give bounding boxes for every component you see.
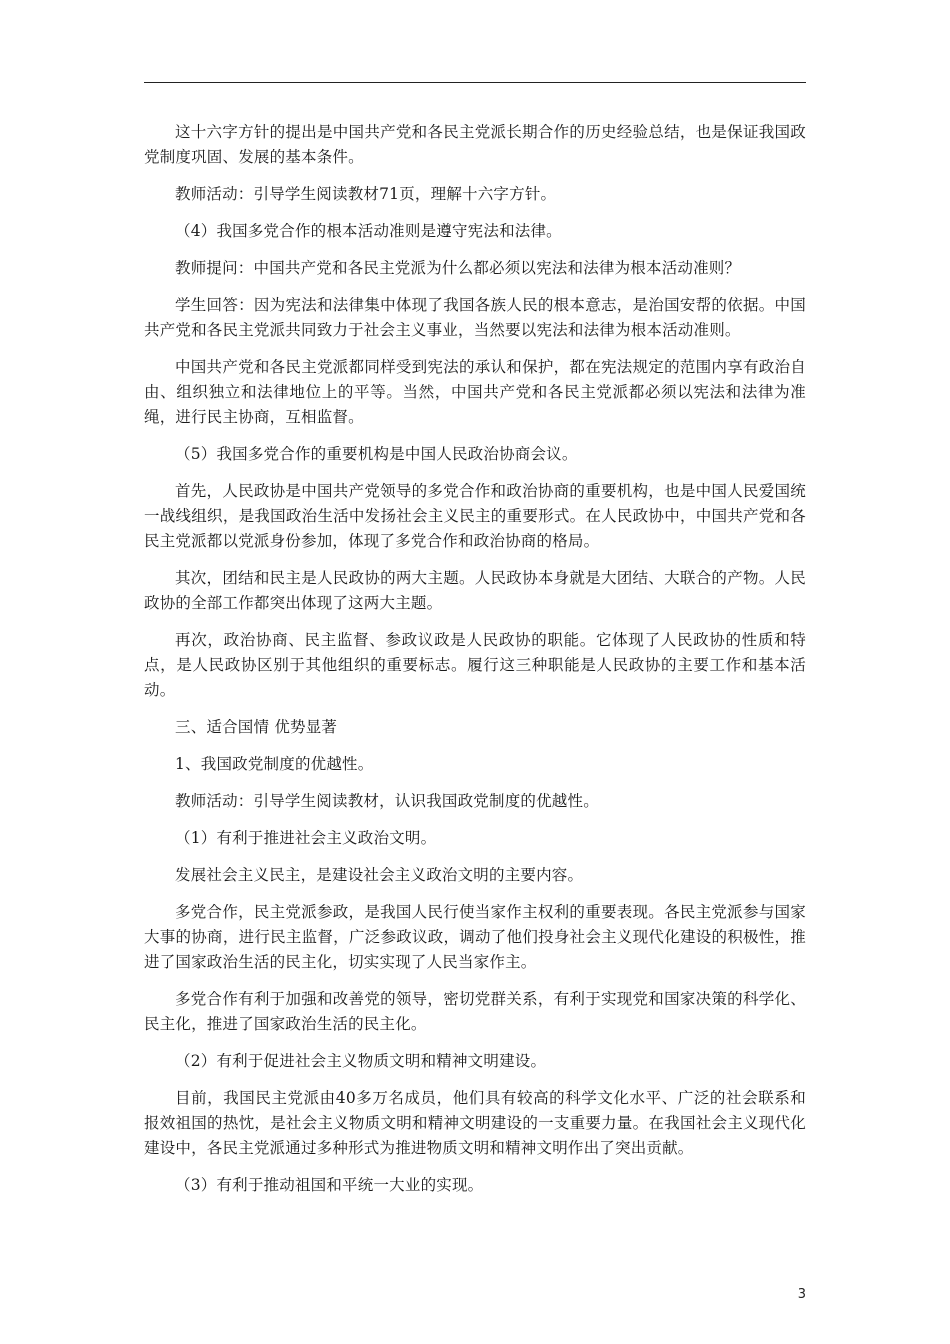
paragraph: 中国共产党和各民主党派都同样受到宪法的承认和保护，都在宪法规定的范围内享有政治自由、组织独立和法律地位上的平等。当然，中国共产党和各民主党派都必须以宪法和法律为准绳，进行民主协商，互相监督。 [144, 358, 806, 426]
paragraph: 教师活动：引导学生阅读教材71页，理解十六字方针。 [175, 185, 557, 203]
paragraph: 多党合作有利于加强和改善党的领导，密切党群关系，有利于实现党和国家决策的科学化、民主化，推进了国家政治生活的民主化。 [144, 990, 806, 1033]
paragraph: 教师活动：引导学生阅读教材，认识我国政党制度的优越性。 [175, 792, 599, 810]
paragraph: （4）我国多党合作的根本活动准则是遵守宪法和法律。 [175, 222, 562, 240]
paragraph: 1、我国政党制度的优越性。 [175, 755, 374, 773]
page-number: 3 [797, 1287, 806, 1302]
paragraph: （1）有利于推进社会主义政治文明。 [175, 829, 437, 847]
paragraph: 再次，政治协商、民主监督、参政议政是人民政协的职能。它体现了人民政协的性质和特点，是人民政协区别于其他组织的重要标志。履行这三种职能是人民政协的主要工作和基本活动。 [144, 631, 806, 699]
paragraph: （2）有利于促进社会主义物质文明和精神文明建设。 [175, 1052, 547, 1070]
paragraph: 教师提问：中国共产党和各民主党派为什么都必须以宪法和法律为根本活动准则？ [175, 259, 741, 277]
paragraph: 这十六字方针的提出是中国共产党和各民主党派长期合作的历史经验总结，也是保证我国政党制度巩固、发展的基本条件。 [144, 123, 806, 166]
paragraph: 目前，我国民主党派由40多万名成员，他们具有较高的科学文化水平、广泛的社会联系和报效祖国的热忱，是社会主义物质文明和精神文明建设的一支重要力量。在我国社会主义现代化建设中，各民主党派通过多种形式为推进物质文明和精神文明作出了突出贡献。 [144, 1089, 806, 1157]
paragraph: 首先，人民政协是中国共产党领导的多党合作和政治协商的重要机构，也是中国人民爱国统一战线组织，是我国政治生活中发扬社会主义民主的重要形式。在人民政协中，中国共产党和各民主党派都以党派身份参加，体现了多党合作和政治协商的格局。 [144, 482, 806, 550]
paragraph: （3）有利于推动祖国和平统一大业的实现。 [175, 1176, 484, 1194]
document-body [144, 120, 806, 1210]
header-rule [144, 82, 806, 83]
paragraph: （5）我国多党合作的重要机构是中国人民政治协商会议。 [175, 445, 578, 463]
paragraph: 学生回答：因为宪法和法律集中体现了我国各族人民的根本意志，是治国安帮的依据。中国共产党和各民主党派共同致力于社会主义事业，当然要以宪法和法律为根本活动准则。 [144, 296, 806, 339]
paragraph: 多党合作，民主党派参政，是我国人民行使当家作主权利的重要表现。各民主党派参与国家大事的协商，进行民主监督，广泛参政议政，调动了他们投身社会主义现代化建设的积极性，推进了国家政治生活的民主化，切实实现了人民当家作主。 [144, 903, 806, 971]
paragraph: 发展社会主义民主，是建设社会主义政治文明的主要内容。 [175, 866, 584, 884]
section-heading: 三、适合国情 优势显著 [175, 718, 338, 736]
paragraph: 其次，团结和民主是人民政协的两大主题。人民政协本身就是大团结、大联合的产物。人民政协的全部工作都突出体现了这两大主题。 [144, 569, 806, 612]
